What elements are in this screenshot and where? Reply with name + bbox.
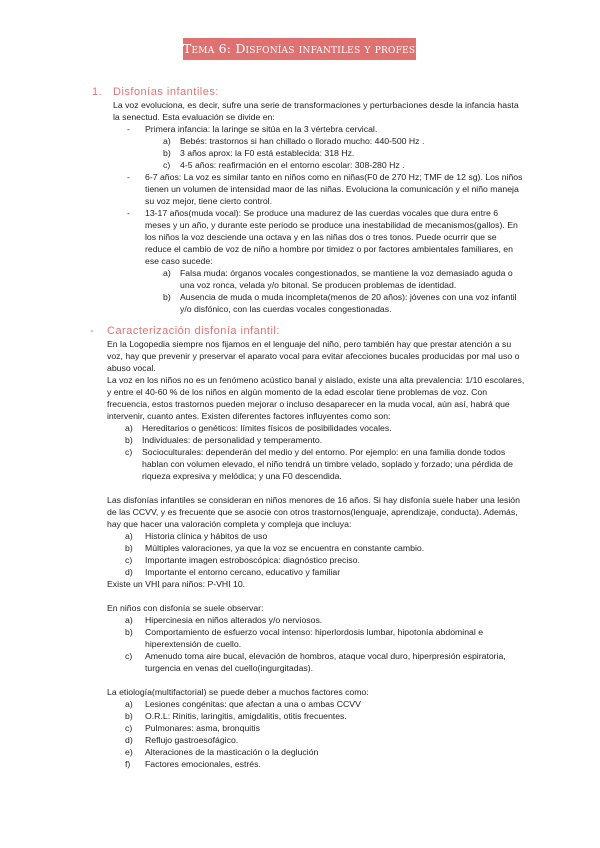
etiologia-item: Reflujo gastroesofágico.: [145, 735, 239, 745]
factor-item-marker: b): [125, 435, 133, 445]
etiologia-item-row: [125, 758, 525, 770]
etiologia-item: Pulmonares: asma, bronquitis: [145, 723, 260, 733]
section2-paragraph-3: Las disfonías infantiles se consideran en niños menores de 16 años. Si hay disfonía suele haber una lesión de las CCVV, y es frecuente que se asocie con otros trastornos(lenguaje, aprendizaje, conducta). Además, hay que hacer una valoración completa y compleja que incluya:: [107, 495, 520, 529]
bullet-item-row: [127, 171, 525, 207]
valoracion-item: Historia clínica y hábitos de uso: [145, 531, 268, 541]
factors-list: [0, 422, 600, 482]
sub-item-marker: c): [163, 160, 171, 170]
etiologia-list: [0, 698, 600, 770]
etiologia-item-row: [125, 698, 525, 710]
etiologia-item-row: [125, 746, 525, 758]
factor-item: Socioculturales: dependerán del medio y del entorno. Por ejemplo: en una familia donde todos hablan con volumen elevado, el niño tendrá un timbre velado, soplado y forzado; una pérdida de riqueza expresiva y melódica; y una F0 descendida.: [142, 447, 513, 481]
spacer: [0, 674, 600, 686]
observar-item: Amenudo toma aire bucal, elevación de hombros, ataque vocal duro, hiperpresión espiratoria, turgencia en venas del cuello(ingurgitadas).: [145, 651, 506, 673]
valoracion-item: Múltiples valoraciones, ya que la voz se encuentra en constante cambio.: [145, 543, 425, 553]
sub-item-row: [163, 147, 525, 159]
factor-item-row: [125, 434, 525, 446]
valoracion-item-row: [125, 566, 525, 578]
etiologia-item-marker: e): [125, 747, 133, 757]
sub-item-marker: a): [163, 136, 171, 146]
etiologia-item-marker: c): [125, 723, 133, 733]
section2-paragraph-1: En la Logopedia siempre nos fijamos en el lenguaje del niño, pero también hay que prestar atención a su voz, hay que prevenir y preservar el aparato vocal para evitar afecciones bucales producidas por mal uso o abuso vocal.: [107, 339, 520, 373]
observar-item-marker: a): [125, 615, 133, 625]
bullet-item: Primera infancia: la laringe se sitúa en la 3 vértebra cervical.: [145, 124, 378, 134]
section2-heading-row: [90, 324, 520, 338]
observar-item-marker: c): [125, 651, 133, 661]
bullet-item-marker: -: [127, 208, 130, 218]
etiologia-item: Alteraciones de la masticación o la deglución: [145, 747, 319, 757]
observar-item-row: [125, 650, 525, 674]
factor-item: Hereditarios o genéticos: límites físicos de posibilidades vocales.: [142, 423, 392, 433]
valoracion-item: Importante el entorno cercano, educativo y familiar: [145, 567, 341, 577]
section1-heading: Disfonías infantiles:: [113, 86, 219, 98]
etiologia-item-marker: f): [125, 759, 131, 769]
observar-item-marker: b): [125, 627, 133, 637]
bullet-item: 13-17 años(muda vocal): Se produce una madurez de las cuerdas vocales que dura entre 6 meses y un año, y durante este periodo se produce una inestabilidad de mecanismos(gallos). En los niños la voz desciende una octava y en las niñas dos o tres tonos. Puede ocurrir que se reduce el cambio de voz de niño a hombre por timidez o por factores ambientales familiares, en ese caso sucede:: [145, 208, 518, 266]
etiologia-item-row: [125, 710, 525, 722]
valoracion-item-marker: c): [125, 555, 133, 565]
bullet-item-marker: -: [127, 172, 130, 182]
sub-item-marker: a): [163, 268, 171, 278]
valoracion-item-row: [125, 542, 525, 554]
observar-item-row: [125, 626, 525, 650]
sub-item-row: [163, 135, 525, 147]
section2-marker: -: [90, 325, 95, 337]
page-title: Tema 6: Disfonías infantiles y profesionales: [183, 38, 416, 60]
observar-item: Hipercinesia en niños alterados y/o nerviosos.: [145, 615, 323, 625]
factor-item: Individuales: de personalidad y temperamento.: [142, 435, 323, 445]
document-body: [0, 85, 600, 770]
bullet-item: 6-7 años: La voz es similar tanto en niños como en niñas(F0 de 270 Hz; TMF de 12 sg). Los niños tienen un volumen de intensidad maor de las niñas. Evoluciona la comunicación y el niño maneja su voz mejor, tiene cierto control.: [145, 172, 523, 206]
bullet-item-marker: -: [127, 124, 130, 134]
etiologia-item-row: [125, 722, 525, 734]
sub-item-marker: b): [163, 292, 171, 302]
sub-item-row: [163, 267, 525, 291]
sub-item: Bebés: trastornos si han chillado o llorado mucho: 440-500 Hz .: [180, 136, 425, 146]
valoracion-item-marker: d): [125, 567, 133, 577]
valoracion-item-row: [125, 554, 525, 566]
observar-list: [0, 614, 600, 674]
sub-item: 4-5 años: reafirmación en el entorno escolar: 308-280 Hz .: [180, 160, 405, 170]
etiologia-item-marker: a): [125, 699, 133, 709]
observar-item: Comportamiento de esfuerzo vocal intenso: hiperlordosis lumbar, hipotonía abdominal e hiperextensión de cuello.: [145, 627, 484, 649]
valoracion-list: [0, 530, 600, 578]
section1-number: 1.: [92, 86, 103, 98]
etiologia-item-row: [125, 734, 525, 746]
section1-intro: La voz evoluciona, es decir, sufre una serie de transformaciones y perturbaciones desde la infancia hasta la senectud. Esta evaluación se divide en:: [113, 100, 519, 122]
sub-item: Ausencia de muda o muda incompleta(menos de 20 años): jóvenes con una voz infantil y/o disfónico, con las cuerdas vocales congestionadas.: [180, 292, 517, 314]
spacer: [0, 590, 600, 602]
sub-item: 3 años aprox: la F0 está establecida: 318 Hz.: [180, 148, 355, 158]
valoracion-item-row: [125, 530, 525, 542]
valoracion-item-marker: b): [125, 543, 133, 553]
etiologia-item: O.R.L: Rinitis, laringitis, amigdalitis, otitis frecuentes.: [145, 711, 347, 721]
factor-item-marker: c): [125, 447, 133, 457]
etiologia-item-marker: d): [125, 735, 133, 745]
section2-paragraph-2: La voz en los niños no es un fenómeno acústico banal y aislado, existe una alta prevalencia: 1/10 escolares, y entre el 40-60 % de los niños en algún momento de la edad escolar tiene problemas de voz. Con frecuencia, estos trastornos pueden mejorar o incluso desaparecer en la muda vocal, aún así, habrá que intervenir, cuanto antes. Existen diferentes factores influyentes como son:: [107, 375, 525, 421]
bullet-item-row: [127, 207, 525, 267]
factor-item-marker: a): [125, 423, 133, 433]
section2-paragraph-5: La etiología(multifactorial) se puede deber a muchos factores como:: [107, 687, 369, 697]
etiologia-item: Factores emocionales, estrés.: [145, 759, 261, 769]
section1-list: [0, 123, 600, 315]
bullet-item-row: [127, 123, 525, 135]
valoracion-item-marker: a): [125, 531, 133, 541]
valoracion-item: Importante imagen estroboscópica: diagnóstico preciso.: [145, 555, 360, 565]
sub-item-row: [163, 291, 525, 315]
section2-paragraph-4: En niños con disfonía se suele observar:: [107, 603, 264, 613]
section1-heading-row: [92, 85, 522, 99]
section2-heading: Caracterización disfonía infantil:: [107, 325, 280, 337]
observar-item-row: [125, 614, 525, 626]
sub-item: Falsa muda: órganos vocales congestionados, se mantiene la voz demasiado aguda o una voz ronca, velada y/o bitonal. Se producen problemas de identidad.: [180, 268, 513, 290]
sub-item-marker: b): [163, 148, 171, 158]
spacer: [0, 482, 600, 494]
sub-item-row: [163, 159, 525, 171]
factor-item-row: [125, 446, 525, 482]
factor-item-row: [125, 422, 525, 434]
etiologia-item-marker: b): [125, 711, 133, 721]
vhi-note: Existe un VHI para niños: P-VHI 10.: [107, 579, 246, 589]
etiologia-item: Lesiones congénitas: que afectan a una o ambas CCVV: [145, 699, 361, 709]
